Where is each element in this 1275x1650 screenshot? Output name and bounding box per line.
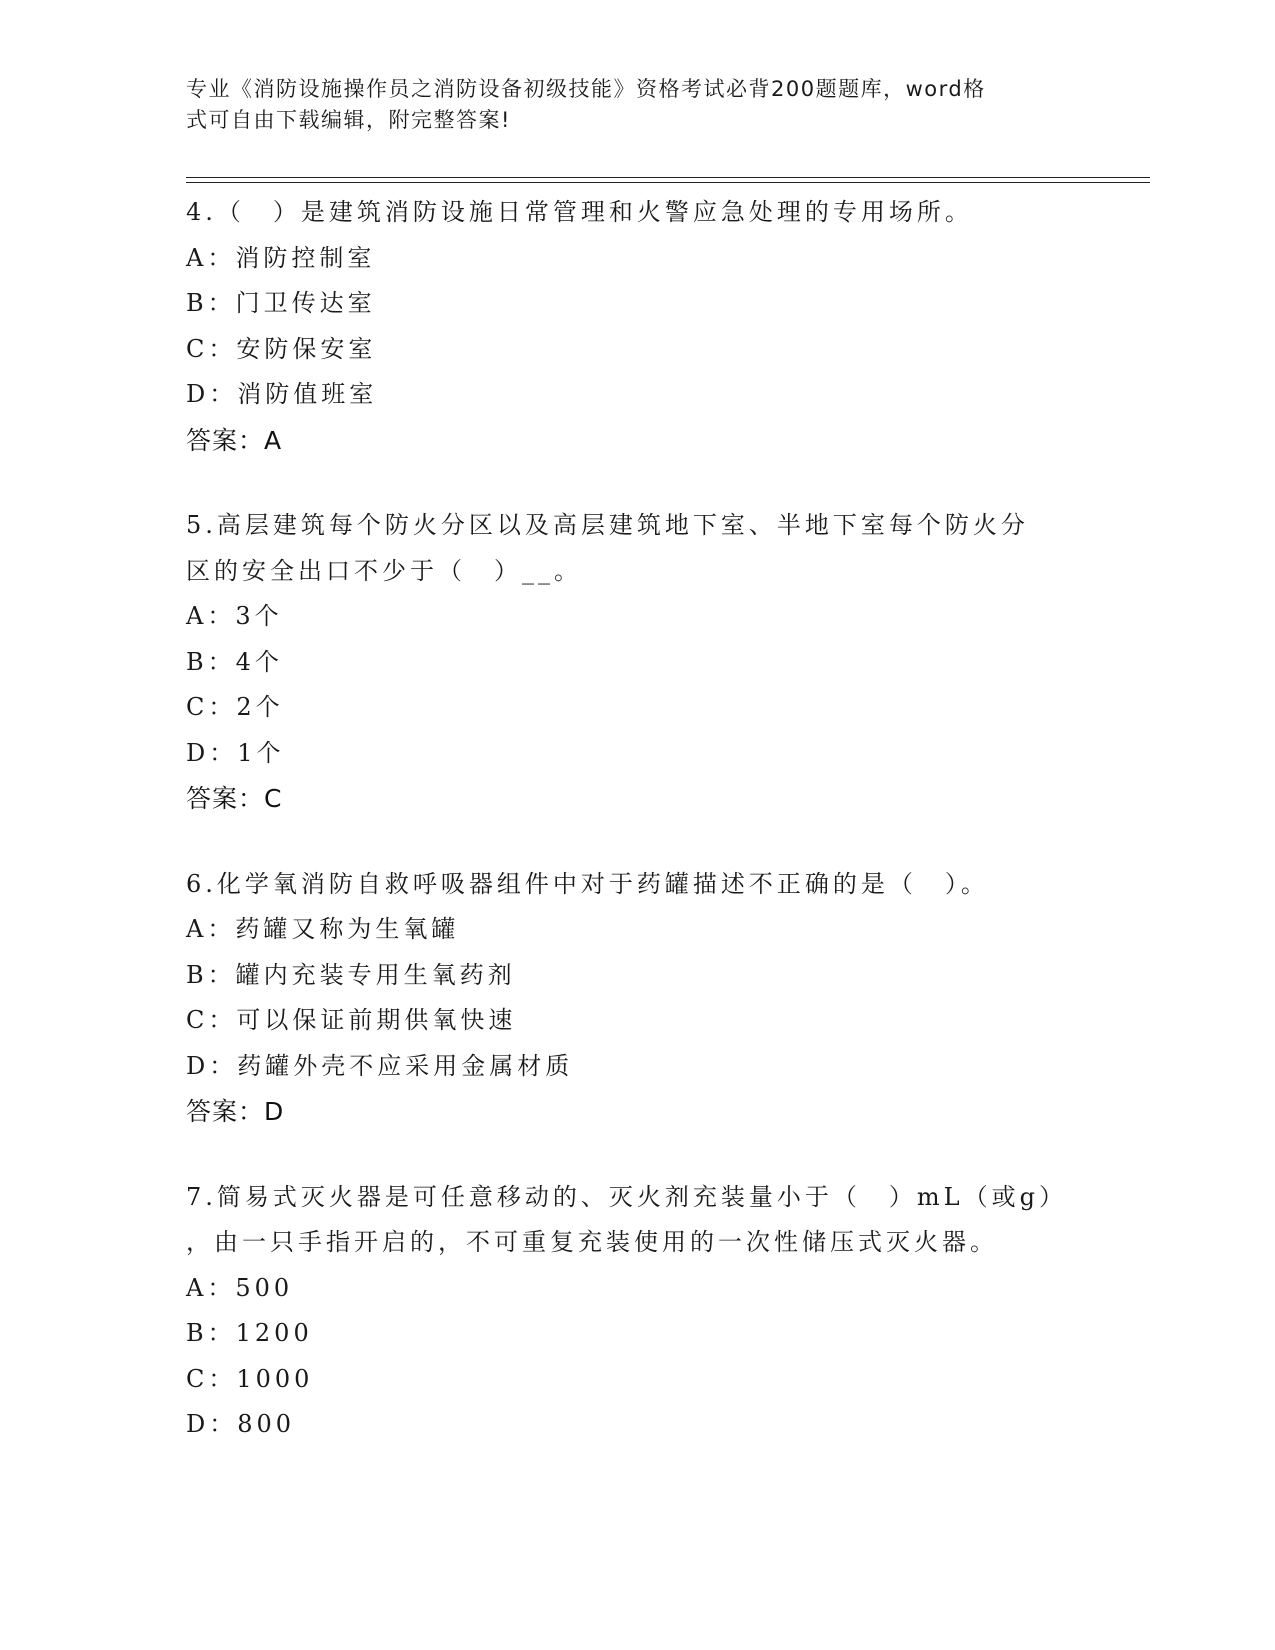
answer-line: 答案：A <box>186 425 283 455</box>
option-c: C：1000 <box>186 1364 314 1393</box>
header-title-line-2: 式可自由下载编辑，附完整答案! <box>186 108 511 132</box>
header-divider-bottom <box>186 182 1150 183</box>
question-stem-continued: 区的安全出口不少于（ ）__。 <box>186 556 582 585</box>
header-divider-top <box>186 177 1150 178</box>
answer-line: 答案：D <box>186 1097 285 1126</box>
option-b: B：1200 <box>186 1319 313 1347</box>
question-item <box>186 503 1086 822</box>
question-stem: 7.简易式灭火器是可任意移动的、灭火剂充装量小于（ ）mL（或g） <box>186 1182 1067 1211</box>
option-c: C：2个 <box>186 693 284 721</box>
question-item <box>186 190 1086 463</box>
option-a: A：药罐又称为生氧罐 <box>186 915 460 943</box>
option-a: A：消防控制室 <box>186 243 376 272</box>
option-b: B：门卫传达室 <box>186 289 376 317</box>
option-a: A：500 <box>186 1273 294 1302</box>
option-d: D：消防值班室 <box>186 380 378 408</box>
header-title-line-1: 专业《消防设施操作员之消防设备初级技能》资格考试必背200题题库，word格 <box>186 77 986 101</box>
question-stem: 5.高层建筑每个防火分区以及高层建筑地下室、半地下室每个防火分 <box>186 511 1029 539</box>
option-c: C：安防保安室 <box>186 334 377 363</box>
option-d: D：药罐外壳不应采用金属材质 <box>186 1051 574 1080</box>
question-list <box>186 190 1086 1488</box>
option-c: C：可以保证前期供氧快速 <box>186 1006 517 1034</box>
option-b: B：罐内充装专用生氧药剂 <box>186 960 516 989</box>
question-item <box>186 862 1086 1135</box>
question-stem: 6.化学氧消防自救呼吸器组件中对于药罐描述不正确的是（ ）。 <box>186 869 989 898</box>
option-a: A：3个 <box>186 602 283 630</box>
question-stem: 4.（ ）是建筑消防设施日常管理和火警应急处理的专用场所。 <box>186 198 973 226</box>
question-item <box>186 1175 1086 1448</box>
option-d: D：1个 <box>186 738 285 767</box>
answer-line: 答案：C <box>186 784 283 813</box>
option-d: D：800 <box>186 1410 296 1438</box>
document-header <box>186 74 1066 136</box>
question-stem-continued: ，由一只手指开启的，不可重复充装使用的一次性储压式灭火器。 <box>186 1228 998 1256</box>
option-b: B：4个 <box>186 647 283 676</box>
